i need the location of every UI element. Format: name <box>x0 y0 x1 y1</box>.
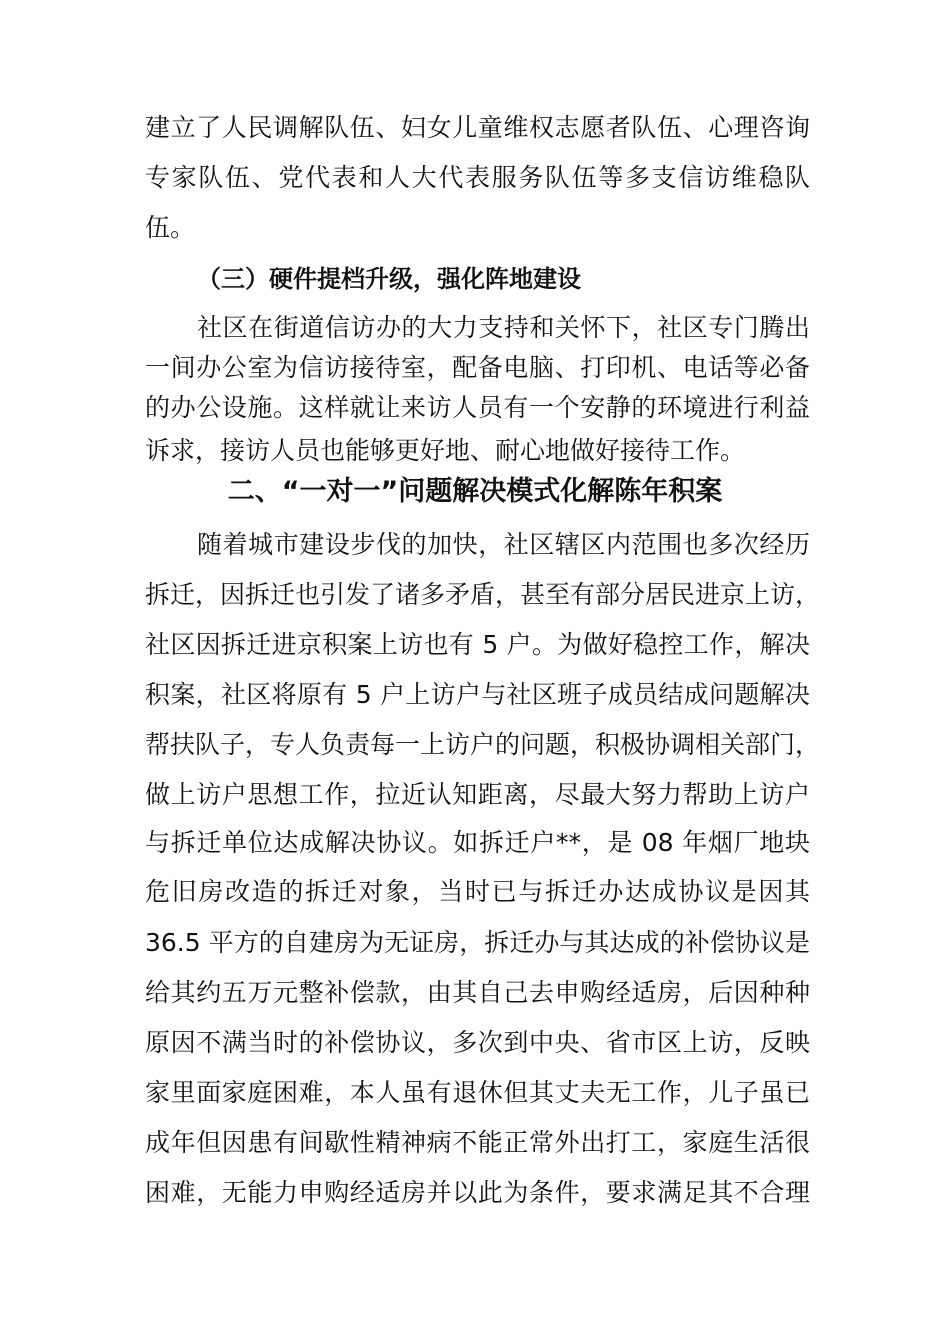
paragraph-line: 家里面家庭困难，本人虽有退休但其丈夫无工作，儿子虽已 <box>145 1078 810 1107</box>
paragraph-line: 社区因拆迁进京积案上访也有 5 户。为做好稳控工作，解决 <box>145 630 810 659</box>
paragraph-line: 危旧房改造的拆迁对象，当时已与拆迁办达成协议是因其 <box>145 877 810 906</box>
paragraph-line: 困难，无能力申购经适房并以此为条件，要求满足其不合理 <box>145 1178 810 1207</box>
paragraph-line: 原因不满当时的补偿协议，多次到中央、省市区上访，反映 <box>145 1028 810 1057</box>
paragraph-line: 伍。 <box>145 213 196 242</box>
paragraph-line: 的办公设施。这样就让来访人员有一个安静的环境进行利益 <box>145 393 810 422</box>
paragraph-line: 帮扶队子，专人负责每一上访户的问题，积极协调相关部门， <box>145 730 821 759</box>
paragraph-line: 诉求，接访人员也能够更好地、耐心地做好接待工作。 <box>145 436 746 465</box>
section-heading: 二、“一对一”问题解决模式化解陈年积案 <box>227 476 723 507</box>
subheading: （三）硬件提档升级，强化阵地建设 <box>197 265 581 293</box>
paragraph-line: 专家队伍、党代表和人大代表服务队伍等多支信访维稳队 <box>145 163 810 192</box>
paragraph-line: 成年但因患有间歇性精神病不能正常外出打工，家庭生活很 <box>145 1128 810 1157</box>
paragraph-line: 做上访户思想工作，拉近认知距离，尽最大努力帮助上访户 <box>145 780 810 809</box>
paragraph-line: 随着城市建设步伐的加快，社区辖区内范围也多次经历 <box>197 530 810 559</box>
paragraph-line: 与拆迁单位达成解决协议。如拆迁户**，是 08 年烟厂地块 <box>145 828 810 857</box>
paragraph-line: 建立了人民调解队伍、妇女儿童维权志愿者队伍、心理咨询 <box>145 113 810 142</box>
paragraph-line: 给其约五万元整补偿款，由其自己去申购经适房，后因种种 <box>145 978 810 1007</box>
paragraph-line: 一间办公室为信访接待室，配备电脑、打印机、电话等必备 <box>145 353 810 382</box>
paragraph-line: 社区在街道信访办的大力支持和关怀下，社区专门腾出 <box>197 313 810 342</box>
paragraph-line: 36.5 平方的自建房为无证房，拆迁办与其达成的补偿协议是 <box>145 928 810 957</box>
paragraph-line: 拆迁，因拆迁也引发了诸多矛盾，甚至有部分居民进京上访， <box>145 580 821 609</box>
paragraph-line: 积案，社区将原有 5 户上访户与社区班子成员结成问题解决 <box>145 680 810 709</box>
